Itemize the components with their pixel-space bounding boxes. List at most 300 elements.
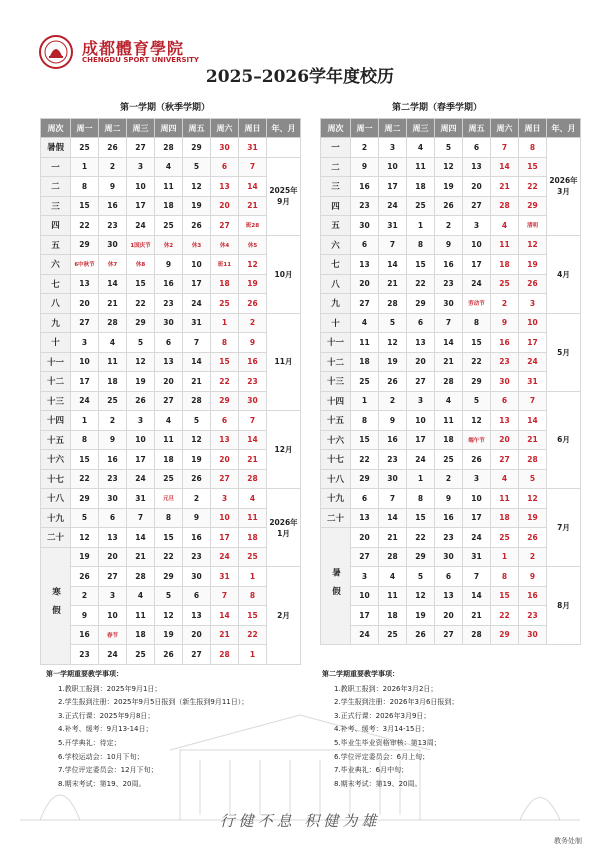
day-cell: 5 xyxy=(71,508,99,528)
month-label: 11月 xyxy=(267,313,301,411)
day-cell: 5 xyxy=(183,157,211,177)
day-cell: 12 xyxy=(519,235,547,255)
week-number: 五 xyxy=(41,235,71,255)
table-row xyxy=(41,411,301,431)
day-cell: 16 xyxy=(351,177,379,197)
day-cell: 4 xyxy=(435,391,463,411)
day-cell: 15 xyxy=(239,606,267,626)
day-cell: 27 xyxy=(407,372,435,392)
week-number: 十七 xyxy=(41,469,71,489)
note-item: 7.毕业典礼：6月中旬； xyxy=(334,766,409,775)
day-cell: 8 xyxy=(239,586,267,606)
day-cell: 19 xyxy=(407,606,435,626)
day-cell: 10 xyxy=(99,606,127,626)
day-cell: 1 xyxy=(407,216,435,236)
week-number: 十六 xyxy=(41,450,71,470)
day-cell: 29 xyxy=(491,625,519,645)
day-cell: 4 xyxy=(379,567,407,587)
day-cell: 20 xyxy=(351,528,379,548)
day-cell: 13 xyxy=(71,274,99,294)
day-cell: 26 xyxy=(99,138,127,158)
week-number: 十 xyxy=(41,333,71,353)
holiday-cell: 春节 xyxy=(99,625,127,645)
week-number: 二 xyxy=(321,157,351,177)
day-cell: 9 xyxy=(99,430,127,450)
day-cell: 25 xyxy=(155,216,183,236)
week-number: 十一 xyxy=(321,333,351,353)
week-number: 二十 xyxy=(321,508,351,528)
day-cell: 26 xyxy=(519,274,547,294)
day-cell: 19 xyxy=(239,274,267,294)
day-cell: 19 xyxy=(71,547,99,567)
day-cell: 20 xyxy=(463,177,491,197)
day-cell: 29 xyxy=(463,372,491,392)
week-number: 十九 xyxy=(321,489,351,509)
day-cell: 29 xyxy=(211,391,239,411)
day-cell: 22 xyxy=(491,606,519,626)
day-cell: 8 xyxy=(407,235,435,255)
day-cell: 19 xyxy=(379,352,407,372)
holiday-cell: 1国庆节 xyxy=(127,235,155,255)
note-item: 7.学位评定委员会：12月下旬； xyxy=(58,766,158,775)
day-cell: 8 xyxy=(71,177,99,197)
day-cell: 23 xyxy=(71,645,99,665)
day-cell: 5 xyxy=(127,333,155,353)
day-cell: 29 xyxy=(71,489,99,509)
week-number: 十九 xyxy=(41,508,71,528)
day-cell: 29 xyxy=(407,294,435,314)
table-row xyxy=(321,508,581,528)
week-number: 暑假 xyxy=(41,138,71,158)
week-number: 八 xyxy=(41,294,71,314)
table-row xyxy=(321,411,581,431)
day-cell: 16 xyxy=(183,528,211,548)
day-cell: 16 xyxy=(519,586,547,606)
day-cell: 8 xyxy=(463,313,491,333)
column-header: 年、月 xyxy=(267,119,301,138)
day-cell: 5 xyxy=(155,586,183,606)
day-cell: 15 xyxy=(407,255,435,275)
day-cell: 3 xyxy=(127,411,155,431)
day-cell: 15 xyxy=(155,528,183,548)
day-cell: 28 xyxy=(127,567,155,587)
day-cell: 18 xyxy=(99,372,127,392)
day-cell: 11 xyxy=(155,177,183,197)
table-row xyxy=(41,255,301,275)
day-cell: 26 xyxy=(519,528,547,548)
month-label: 4月 xyxy=(547,235,581,313)
day-cell: 7 xyxy=(183,333,211,353)
day-cell: 1 xyxy=(491,547,519,567)
day-cell: 30 xyxy=(99,489,127,509)
day-cell: 1 xyxy=(71,157,99,177)
day-cell: 4 xyxy=(407,138,435,158)
week-number: 一 xyxy=(321,138,351,158)
table-row xyxy=(321,469,581,489)
week-number: 十八 xyxy=(41,489,71,509)
day-cell: 26 xyxy=(71,567,99,587)
day-cell: 29 xyxy=(351,469,379,489)
table-row xyxy=(321,391,581,411)
day-cell: 23 xyxy=(519,606,547,626)
day-cell: 31 xyxy=(519,372,547,392)
day-cell: 7 xyxy=(239,411,267,431)
day-cell: 3 xyxy=(351,567,379,587)
day-cell: 28 xyxy=(183,391,211,411)
table-row xyxy=(41,313,301,333)
semester2-notes xyxy=(322,668,592,791)
day-cell: 30 xyxy=(491,372,519,392)
note-item: 4.补考、缓考：3月14-15日； xyxy=(334,725,429,734)
day-cell: 20 xyxy=(491,430,519,450)
day-cell: 30 xyxy=(435,547,463,567)
day-cell: 14 xyxy=(239,430,267,450)
month-label: 8月 xyxy=(547,567,581,645)
day-cell: 24 xyxy=(463,528,491,548)
day-cell: 15 xyxy=(351,430,379,450)
day-cell: 4 xyxy=(491,216,519,236)
week-number: 五 xyxy=(321,216,351,236)
day-cell: 16 xyxy=(155,274,183,294)
day-cell: 7 xyxy=(435,313,463,333)
holiday-cell: 休5 xyxy=(239,235,267,255)
day-cell: 4 xyxy=(127,586,155,606)
day-cell: 8 xyxy=(351,411,379,431)
table-row xyxy=(41,547,301,567)
day-cell: 26 xyxy=(183,469,211,489)
column-header: 周日 xyxy=(239,119,267,138)
semester2-title: 第二学期（春季学期） xyxy=(391,103,482,113)
note-item: 3.正式行课：2025年9月8日； xyxy=(58,711,155,720)
day-cell: 7 xyxy=(379,235,407,255)
column-header: 周六 xyxy=(491,119,519,138)
day-cell: 30 xyxy=(351,216,379,236)
day-cell: 28 xyxy=(435,372,463,392)
note-item: 4.补考、缓考：9月13-14日； xyxy=(58,725,153,734)
day-cell: 11 xyxy=(155,430,183,450)
table-row xyxy=(41,528,301,548)
week-number: 十七 xyxy=(321,450,351,470)
school-name-en: CHENGDU SPORT UNIVERSITY xyxy=(82,56,199,64)
month-label: 10月 xyxy=(267,235,301,313)
note-item: 6.学位评定委员会：6月上旬； xyxy=(334,752,430,761)
day-cell: 2 xyxy=(351,138,379,158)
day-cell: 15 xyxy=(71,196,99,216)
day-cell: 17 xyxy=(127,196,155,216)
holiday-cell: 休3 xyxy=(183,235,211,255)
day-cell: 6 xyxy=(99,508,127,528)
month-label: 12月 xyxy=(267,411,301,489)
day-cell: 28 xyxy=(211,645,239,665)
table-row xyxy=(41,352,301,372)
day-cell: 3 xyxy=(379,138,407,158)
day-cell: 24 xyxy=(351,625,379,645)
note-item: 2.学生报到注册：2026年3月6日报到； xyxy=(334,698,459,707)
day-cell: 10 xyxy=(127,430,155,450)
day-cell: 11 xyxy=(99,352,127,372)
day-cell: 24 xyxy=(407,450,435,470)
day-cell: 25 xyxy=(435,450,463,470)
week-number: 三 xyxy=(321,177,351,197)
week-number: 二十 xyxy=(41,528,71,548)
day-cell: 6 xyxy=(211,411,239,431)
day-cell: 10 xyxy=(379,157,407,177)
day-cell: 18 xyxy=(379,606,407,626)
day-cell: 16 xyxy=(239,352,267,372)
semester1-notes xyxy=(46,668,316,791)
day-cell: 13 xyxy=(211,177,239,197)
holiday-cell: 休8 xyxy=(127,255,155,275)
day-cell: 13 xyxy=(463,157,491,177)
week-number: 十一 xyxy=(41,352,71,372)
day-cell: 21 xyxy=(99,294,127,314)
day-cell: 27 xyxy=(435,625,463,645)
table-row xyxy=(41,294,301,314)
day-cell: 17 xyxy=(71,372,99,392)
table-row xyxy=(41,450,301,470)
day-cell: 17 xyxy=(351,606,379,626)
day-cell: 15 xyxy=(407,508,435,528)
day-cell: 2 xyxy=(435,469,463,489)
day-cell: 16 xyxy=(99,450,127,470)
day-cell: 3 xyxy=(127,157,155,177)
note-item: 6.学校运动会：10月下旬； xyxy=(58,752,144,761)
table-row xyxy=(321,625,581,645)
day-cell: 11 xyxy=(127,606,155,626)
month-label: 2026年3月 xyxy=(547,138,581,236)
day-cell: 8 xyxy=(491,567,519,587)
day-cell: 6 xyxy=(211,157,239,177)
day-cell: 26 xyxy=(155,645,183,665)
day-cell: 3 xyxy=(463,469,491,489)
day-cell: 18 xyxy=(239,528,267,548)
table-row xyxy=(321,333,581,353)
day-cell: 19 xyxy=(155,625,183,645)
day-cell: 1 xyxy=(71,411,99,431)
day-cell: 14 xyxy=(463,586,491,606)
month-label: 6月 xyxy=(547,391,581,489)
column-header: 周次 xyxy=(41,119,71,138)
day-cell: 23 xyxy=(99,216,127,236)
notes-heading: 第二学期重要教学事项： xyxy=(322,670,399,678)
day-cell: 18 xyxy=(155,196,183,216)
day-cell: 9 xyxy=(435,235,463,255)
day-cell: 9 xyxy=(155,255,183,275)
day-cell: 16 xyxy=(99,196,127,216)
day-cell: 29 xyxy=(127,313,155,333)
day-cell: 7 xyxy=(379,489,407,509)
day-cell: 18 xyxy=(155,450,183,470)
column-header: 周四 xyxy=(435,119,463,138)
page-title: 2025–2026学年度校历 xyxy=(205,67,395,87)
day-cell: 24 xyxy=(127,469,155,489)
day-cell: 18 xyxy=(407,177,435,197)
day-cell: 10 xyxy=(127,177,155,197)
week-number: 六 xyxy=(41,255,71,275)
day-cell: 14 xyxy=(519,411,547,431)
day-cell: 31 xyxy=(239,138,267,158)
day-cell: 5 xyxy=(183,411,211,431)
day-cell: 17 xyxy=(183,274,211,294)
day-cell: 20 xyxy=(211,450,239,470)
holiday-cell: 端午节 xyxy=(463,430,491,450)
day-cell: 28 xyxy=(379,547,407,567)
day-cell: 21 xyxy=(127,547,155,567)
day-cell: 30 xyxy=(379,469,407,489)
calendar-header-row xyxy=(321,119,581,138)
day-cell: 10 xyxy=(407,411,435,431)
day-cell: 17 xyxy=(519,333,547,353)
day-cell: 28 xyxy=(491,196,519,216)
day-cell: 24 xyxy=(183,294,211,314)
week-number: 十三 xyxy=(41,391,71,411)
week-number: 十五 xyxy=(321,411,351,431)
day-cell: 15 xyxy=(491,586,519,606)
holiday-cell: 6中秋节 xyxy=(71,255,99,275)
table-row xyxy=(321,352,581,372)
day-cell: 31 xyxy=(183,313,211,333)
day-cell: 17 xyxy=(211,528,239,548)
day-cell: 26 xyxy=(435,196,463,216)
table-row xyxy=(321,450,581,470)
day-cell: 9 xyxy=(239,333,267,353)
day-cell: 17 xyxy=(379,177,407,197)
day-cell: 28 xyxy=(519,450,547,470)
day-cell: 20 xyxy=(351,274,379,294)
day-cell: 24 xyxy=(99,645,127,665)
day-cell: 11 xyxy=(491,489,519,509)
week-number: 四 xyxy=(321,196,351,216)
day-cell: 31 xyxy=(379,216,407,236)
day-cell: 5 xyxy=(435,138,463,158)
day-cell: 20 xyxy=(71,294,99,314)
day-cell: 5 xyxy=(379,313,407,333)
day-cell: 16 xyxy=(491,333,519,353)
day-cell: 22 xyxy=(407,274,435,294)
day-cell: 23 xyxy=(435,528,463,548)
week-number: 十六 xyxy=(321,430,351,450)
day-cell: 18 xyxy=(435,430,463,450)
day-cell: 21 xyxy=(379,528,407,548)
week-number: 十五 xyxy=(41,430,71,450)
day-cell: 10 xyxy=(463,235,491,255)
column-header: 周六 xyxy=(211,119,239,138)
day-cell: 14 xyxy=(379,255,407,275)
day-cell: 25 xyxy=(71,138,99,158)
month-label: 5月 xyxy=(547,313,581,391)
column-header: 周次 xyxy=(321,119,351,138)
day-cell: 3 xyxy=(407,391,435,411)
day-cell: 12 xyxy=(155,606,183,626)
day-cell: 19 xyxy=(183,450,211,470)
day-cell: 7 xyxy=(519,391,547,411)
day-cell: 18 xyxy=(211,274,239,294)
day-cell: 13 xyxy=(351,255,379,275)
day-cell: 14 xyxy=(99,274,127,294)
month-label-empty xyxy=(267,138,301,158)
day-cell: 25 xyxy=(407,196,435,216)
column-header: 周三 xyxy=(407,119,435,138)
day-cell: 11 xyxy=(435,411,463,431)
day-cell: 14 xyxy=(379,508,407,528)
day-cell: 13 xyxy=(491,411,519,431)
day-cell: 5 xyxy=(463,391,491,411)
day-cell: 21 xyxy=(435,352,463,372)
day-cell: 16 xyxy=(71,625,99,645)
note-item: 8.期末考试：第19、20周。 xyxy=(58,779,146,788)
day-cell: 25 xyxy=(127,645,155,665)
day-cell: 4 xyxy=(351,313,379,333)
day-cell: 5 xyxy=(407,567,435,587)
day-cell: 17 xyxy=(127,450,155,470)
day-cell: 21 xyxy=(239,450,267,470)
day-cell: 8 xyxy=(407,489,435,509)
week-number: 十四 xyxy=(321,391,351,411)
day-cell: 4 xyxy=(239,489,267,509)
day-cell: 10 xyxy=(183,255,211,275)
week-number: 九 xyxy=(41,313,71,333)
day-cell: 26 xyxy=(463,450,491,470)
day-cell: 19 xyxy=(127,372,155,392)
table-row xyxy=(41,606,301,626)
table-row xyxy=(321,196,581,216)
day-cell: 22 xyxy=(71,469,99,489)
column-header: 周四 xyxy=(155,119,183,138)
holiday-cell: 元旦 xyxy=(155,489,183,509)
day-cell: 30 xyxy=(519,625,547,645)
day-cell: 27 xyxy=(351,547,379,567)
day-cell: 26 xyxy=(239,294,267,314)
day-cell: 8 xyxy=(211,333,239,353)
week-number: 一 xyxy=(41,157,71,177)
day-cell: 21 xyxy=(379,274,407,294)
day-cell: 11 xyxy=(379,586,407,606)
day-cell: 6 xyxy=(463,138,491,158)
day-cell: 22 xyxy=(351,450,379,470)
holiday-cell: 班28 xyxy=(239,216,267,236)
day-cell: 22 xyxy=(407,528,435,548)
table-row xyxy=(41,508,301,528)
week-number: 六 xyxy=(321,235,351,255)
day-cell: 23 xyxy=(435,274,463,294)
week-number: 二 xyxy=(41,177,71,197)
day-cell: 9 xyxy=(351,157,379,177)
day-cell: 30 xyxy=(155,313,183,333)
day-cell: 5 xyxy=(519,469,547,489)
day-cell: 14 xyxy=(239,177,267,197)
week-number: 十八 xyxy=(321,469,351,489)
day-cell: 27 xyxy=(127,138,155,158)
table-row xyxy=(41,430,301,450)
note-item: 1.教职工报到：2026年3月2日； xyxy=(334,684,438,693)
day-cell: 13 xyxy=(183,606,211,626)
day-cell: 12 xyxy=(519,489,547,509)
calendar-header-row xyxy=(41,119,301,138)
table-row xyxy=(321,177,581,197)
table-row xyxy=(321,157,581,177)
vacation-label: 暑假 xyxy=(321,528,351,645)
day-cell: 19 xyxy=(519,508,547,528)
issuer-label: 教务处制 xyxy=(554,837,582,845)
day-cell: 27 xyxy=(211,469,239,489)
day-cell: 27 xyxy=(71,313,99,333)
day-cell: 27 xyxy=(211,216,239,236)
day-cell: 13 xyxy=(99,528,127,548)
day-cell: 21 xyxy=(491,177,519,197)
day-cell: 2 xyxy=(239,313,267,333)
day-cell: 10 xyxy=(463,489,491,509)
day-cell: 17 xyxy=(407,430,435,450)
